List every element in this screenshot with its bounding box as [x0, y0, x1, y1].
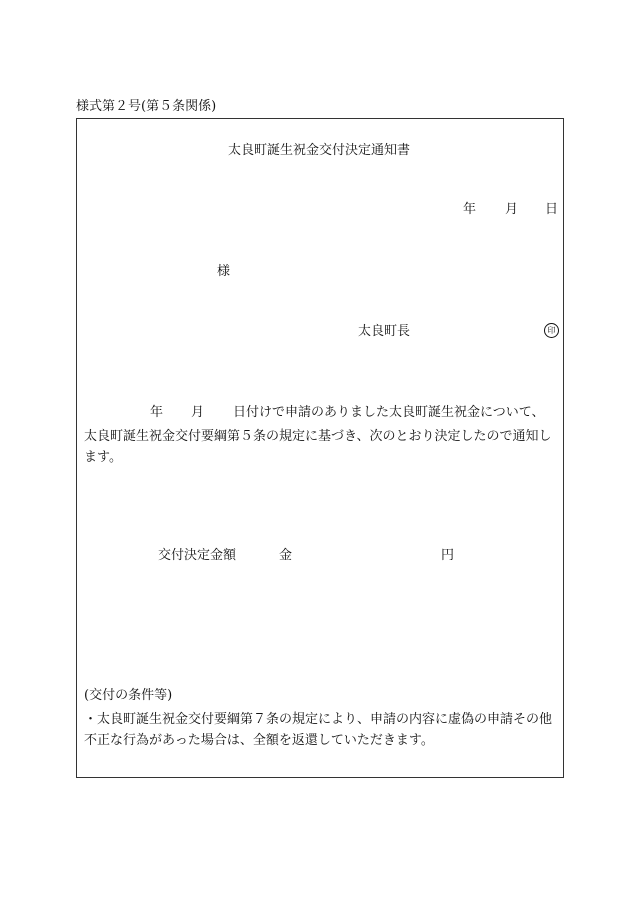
date-day-label: 日: [545, 202, 559, 217]
conditions-text: ・太良町誕生祝金交付要綱第７条の規定により、申請の内容に虚偽の申請その他不正な行為があった場合は、全額を返還していただきます。: [84, 712, 553, 748]
conditions-heading: (交付の条件等): [84, 688, 173, 703]
application-date-year-label: 年: [150, 405, 164, 420]
addressee-honorific: 様: [217, 264, 231, 279]
form-number: 様式第２号(第５条関係): [76, 99, 217, 114]
date-year-label: 年: [463, 202, 477, 217]
body-text-paragraph: 太良町誕生祝金交付要綱第５条の規定に基づき、次のとおり決定したので通知します。: [84, 429, 552, 465]
application-date-month-label: 月: [191, 405, 205, 420]
date-month-label: 月: [505, 202, 519, 217]
document-title: 太良町誕生祝金交付決定通知書: [228, 143, 411, 158]
issuer-name: 太良町長: [358, 324, 411, 339]
amount-label: 交付決定金額: [158, 548, 237, 563]
amount-unit: 円: [441, 548, 455, 563]
amount-prefix: 金: [279, 548, 293, 563]
body-text-line1: 日付けで申請のありました太良町誕生祝金について、: [233, 405, 545, 420]
seal-mark-icon: 印: [544, 323, 559, 338]
